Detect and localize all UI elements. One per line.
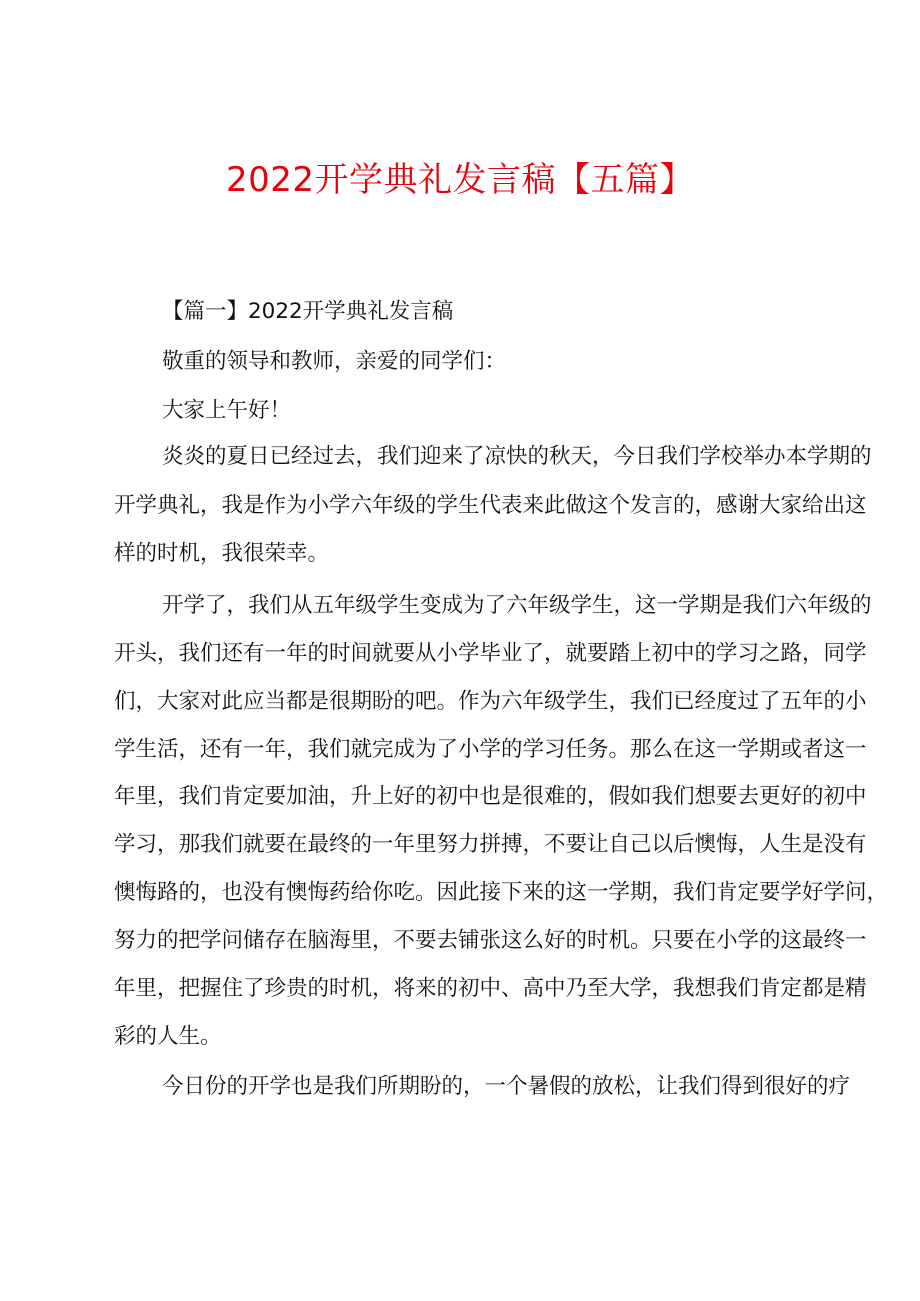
salutation: 敬重的领导和教师，亲爱的同学们： [162, 349, 507, 374]
paragraph-line: 努力的把学问储存在脑海里，不要去铺张这么好的时机。只要在小学的这最终一 [114, 928, 867, 953]
paragraph-line: 开头，我们还有一年的时间就要从小学毕业了，就要踏上初中的学习之路，同学 [114, 641, 867, 666]
paragraph-line: 年里，把握住了珍贵的时机，将来的初中、高中乃至大学，我想我们肯定都是精 [114, 976, 867, 1001]
paragraph-line: 炎炎的夏日已经过去，我们迎来了凉快的秋天，今日我们学校举办本学期的 [162, 444, 872, 469]
paragraph-line: 开学典礼，我是作为小学六年级的学生代表来此做这个发言的，感谢大家给出这 [114, 493, 867, 518]
paragraph-line: 彩的人生。 [114, 1024, 222, 1049]
paragraph-line: 们，大家对此应当都是很期盼的吧。作为六年级学生，我们已经度过了五年的小 [114, 689, 867, 714]
paragraph-line: 开学了，我们从五年级学生变成为了六年级学生，这一学期是我们六年级的 [162, 593, 872, 618]
paragraph-line: 年里，我们肯定要加油，升上好的初中也是很难的，假如我们想要去更好的初中 [114, 784, 867, 809]
paragraph-line: 今日份的开学也是我们所期盼的，一个暑假的放松，让我们得到很好的疗 [162, 1074, 851, 1099]
greeting: 大家上午好！ [162, 398, 292, 423]
paragraph-line: 学生活，还有一年，我们就完成为了小学的学习任务。那么在这一学期或者这一 [114, 737, 867, 762]
paragraph-line: 学习，那我们就要在最终的一年里努力拼搏，不要让自己以后懊悔，人生是没有 [114, 832, 867, 857]
paragraph-line: 样的时机，我很荣幸。 [114, 541, 330, 566]
section-heading: 【篇一】2022开学典礼发言稿 [162, 299, 454, 324]
document-title: 2022开学典礼发言稿【五篇】 [225, 160, 695, 200]
paragraph-line: 懊悔路的，也没有懊悔药给你吃。因此接下来的这一学期，我们肯定要学好学问， [114, 880, 889, 905]
